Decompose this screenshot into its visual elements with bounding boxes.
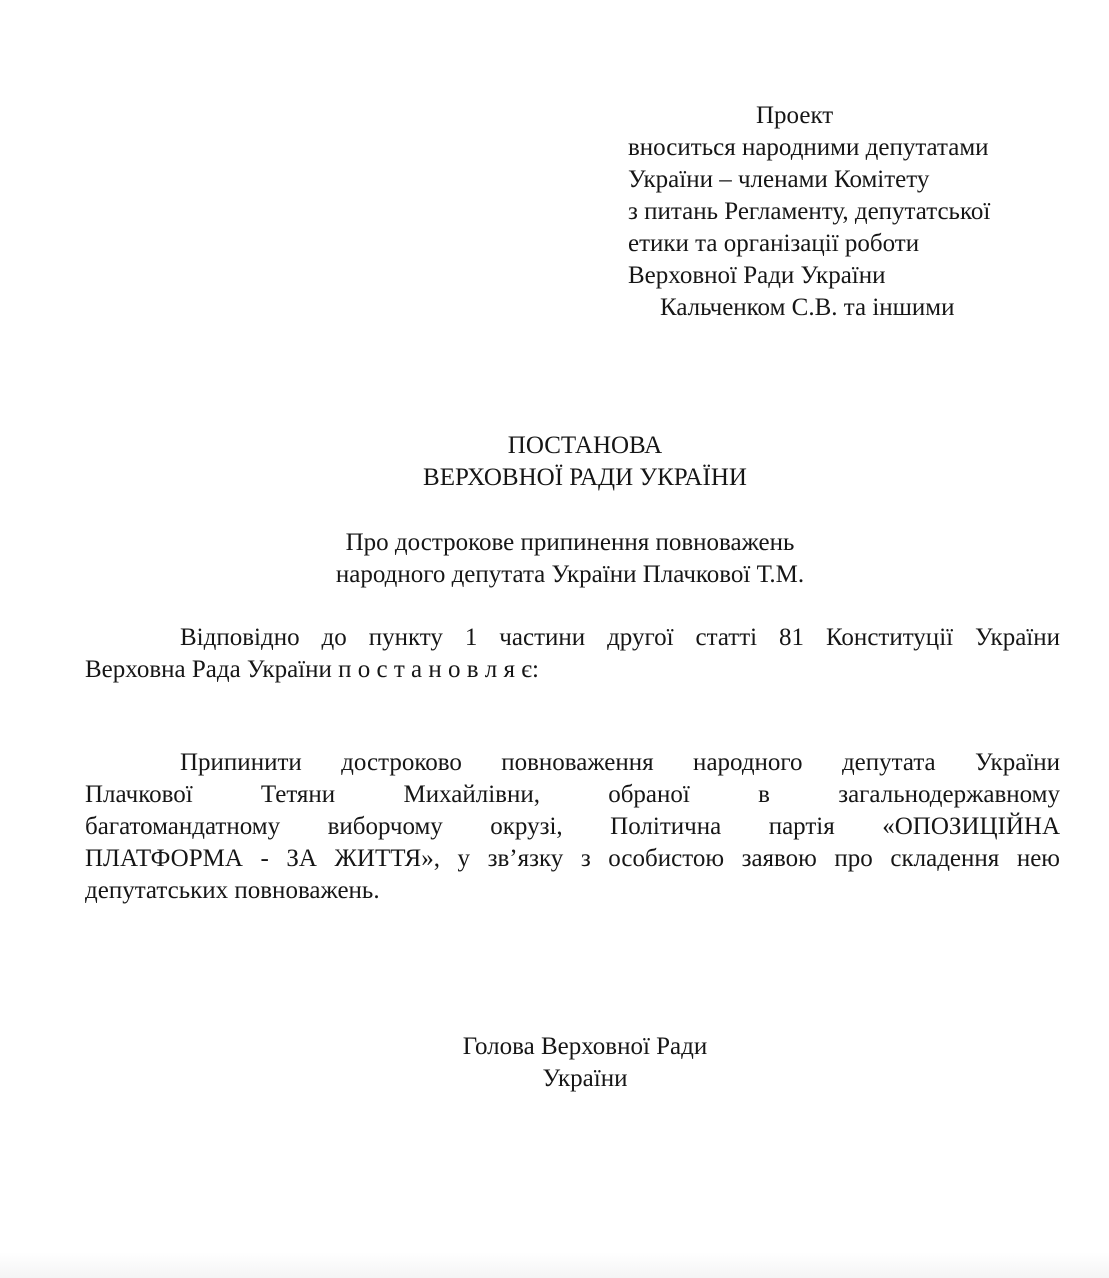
resolution-line: ПЛАТФОРМА - ЗА ЖИТТЯ», у зв’язку з особистою заявою про складення нею <box>85 845 1060 872</box>
preamble-paragraph <box>85 622 1060 686</box>
proposal-note-line: з питань Регламенту, депутатської <box>628 198 991 225</box>
proposal-note-line: Проект <box>756 102 834 129</box>
preamble-line: Верховна Рада України п о с т а н о в л я є: <box>85 656 539 683</box>
document-subject <box>85 527 1055 591</box>
signature-block <box>85 1031 1085 1095</box>
resolution-paragraph <box>85 747 1060 907</box>
document-subject-line: Про дострокове припинення повноважень <box>345 529 795 556</box>
proposal-note-line: вноситься народними депутатами <box>628 134 989 161</box>
proposal-note-line: Кальченком С.В. та іншими <box>660 294 955 321</box>
preamble-line: Відповідно до пункту 1 частини другої статті 81 Конституції України <box>180 624 1060 651</box>
proposal-note-line: етики та організації роботи <box>628 230 920 257</box>
document-subject-line: народного депутата України Плачкової Т.М. <box>335 561 805 588</box>
proposal-note-line: Верховної Ради України <box>628 262 886 289</box>
resolution-line: депутатських повноважень. <box>85 877 380 904</box>
document-title-line: ПОСТАНОВА <box>507 432 663 459</box>
signature-line: України <box>542 1065 628 1092</box>
proposal-note <box>628 100 1058 324</box>
page-edge-shadow <box>0 1252 1109 1278</box>
document-title <box>85 430 1085 494</box>
signature-line: Голова Верховної Ради <box>462 1033 708 1060</box>
proposal-note-line: України – членами Комітету <box>628 166 930 193</box>
resolution-line: Припинити достроково повноваження народного депутата України <box>180 749 1060 776</box>
resolution-line: Плачкової Тетяни Михайлівни, обраної в загальнодержавному <box>85 781 1060 808</box>
resolution-line: багатомандатному виборчому окрузі, Політична партія «ОПОЗИЦІЙНА <box>85 813 1060 840</box>
document-title-line: ВЕРХОВНОЇ РАДИ УКРАЇНИ <box>423 464 747 491</box>
